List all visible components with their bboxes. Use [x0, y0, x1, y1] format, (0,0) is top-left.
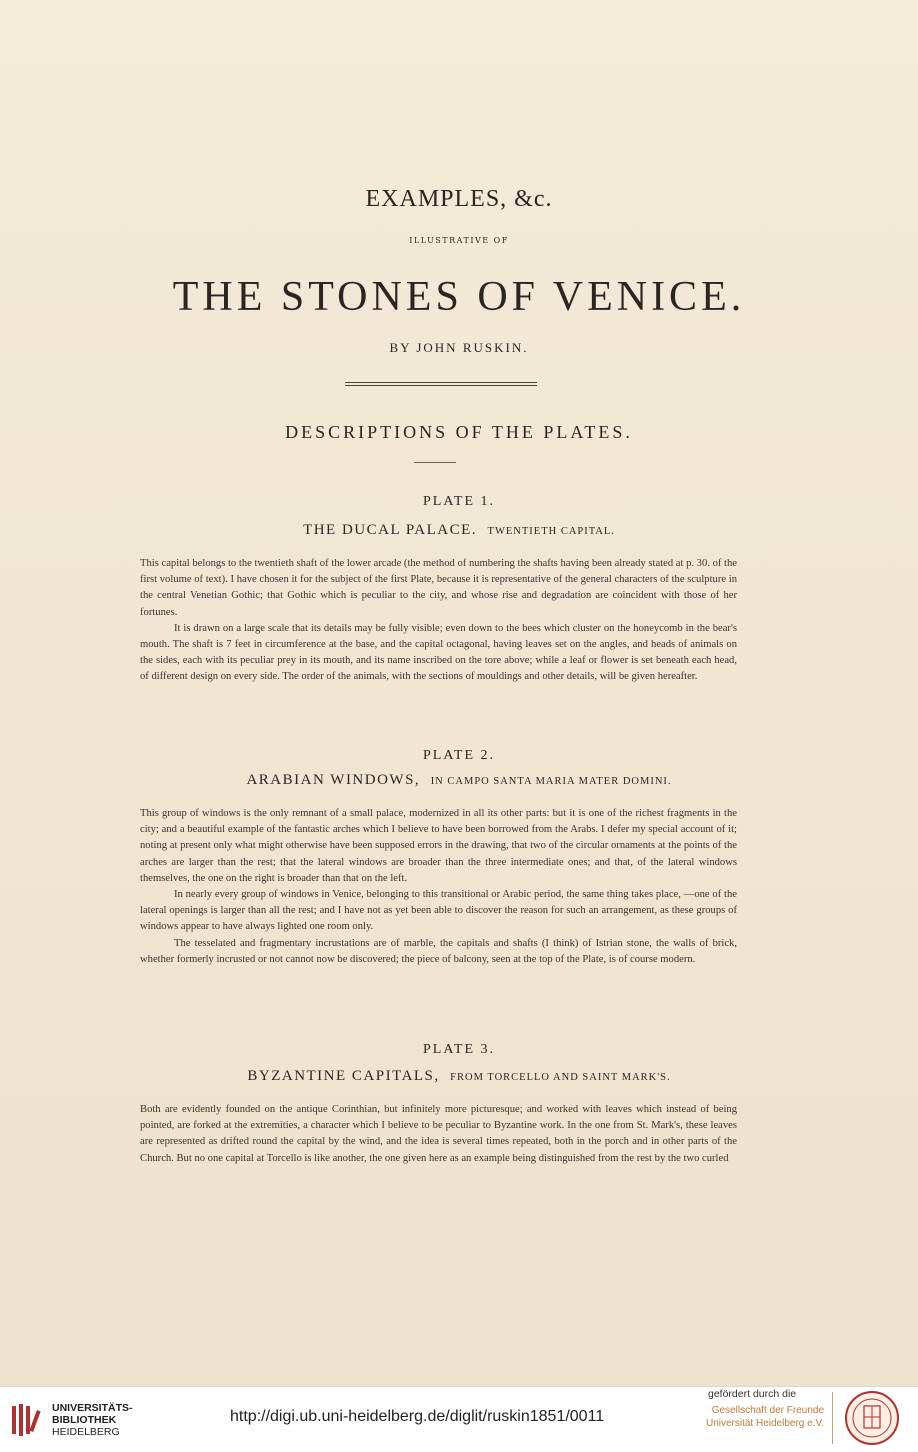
library-name-line-3: HEIDELBERG: [52, 1426, 120, 1438]
society-name-line-1: Gesellschaft der Freunde: [711, 1405, 824, 1416]
plate-2-subtitle: [0, 772, 918, 789]
plate-3-paragraph-1: Both are evidently founded on the antique Corinthian, but infinitely more picturesque; and worked with leaves which instead of being pointed, are forked at the extremities, a character which I believe to be peculiar to Byzantine work. In the one from St. Mark's, these leaves are represented as drifted round the capital by the wind, and the idea is several times repeated, both in the porch and in other parts of the Church. But no one capital at Torcello is like another, the one given here as an example being distinguished from the rest by the two curled: [140, 1104, 737, 1164]
library-name: [52, 1402, 133, 1438]
funded-by-label: gefördert durch die: [708, 1388, 797, 1400]
illustrative-of-label: ILLUSTRATIVE OF: [409, 236, 509, 245]
plate-1-heading: PLATE 1.: [423, 494, 495, 509]
society-name-line-2: Universität Heidelberg e.V.: [705, 1418, 824, 1429]
examples-heading: EXAMPLES, &c.: [365, 186, 553, 212]
short-rule-divider: [414, 462, 456, 463]
library-logo-icon: [10, 1402, 42, 1438]
plate-3-heading: PLATE 3.: [423, 1042, 495, 1057]
plate-1-subject: THE DUCAL PALACE.: [303, 522, 478, 538]
book-title: THE STONES OF VENICE.: [172, 274, 746, 320]
plate-1-description: [140, 556, 737, 686]
plate-1-paragraph-1: This capital belongs to the twentieth shaft of the lower arcade (the method of numbering the shafts having been already stated at p. 30. of the first volume of text). I have chosen it for the subject of the first Plate, because it is representative of the general characters of the sculpture in the central Venetian Gothic; that Gothic which is peculiar to the city, and whose rise and degradation are coincident with those of her fortunes.: [140, 558, 737, 618]
footer-divider: [832, 1392, 833, 1444]
university-seal-icon: [844, 1390, 900, 1446]
plate-3-subtitle: [0, 1068, 918, 1085]
society-name: [700, 1404, 824, 1430]
plate-2-paragraph-1: This group of windows is the only remnant of a small palace, modernized in all its other parts: but it is one of the richest fragments in the city; and a beautiful example of the fantastic arches which I believe to have been borrowed from the Arabs. I defer my special account of it; noting at present only what might otherwise have been supposed errors in the drawing, that two of the circular ornaments at the points of the arches are larger than the rest; that the lateral windows are broader than the three intermediate ones; and that, of the lateral windows themselves, the one on the right is broader than that on the left.: [140, 808, 737, 884]
plate-2-description: [140, 806, 737, 968]
descriptions-heading: DESCRIPTIONS OF THE PLATES.: [285, 422, 633, 442]
author-line: BY JOHN RUSKIN.: [389, 340, 529, 355]
plate-2-subject: ARABIAN WINDOWS,: [246, 772, 421, 788]
plate-2-detail: IN CAMPO SANTA MARIA MATER DOMINI.: [430, 776, 672, 787]
plate-1-subtitle: [0, 522, 918, 539]
plate-2-paragraph-2: In nearly every group of windows in Venice, belonging to this transitional or Arabic period, the same thing takes place, —one of the lateral openings is larger than all the rest; and I have not as yet been able to discover the reason for such an arrangement, as these groups of windows appear to have always lighted one room only.: [140, 889, 737, 933]
permalink-url[interactable]: http://digi.ub.uni-heidelberg.de/diglit/ruskin1851/0011: [230, 1408, 605, 1425]
plate-3-description: [140, 1102, 737, 1167]
library-name-line-2: BIBLIOTHEK: [52, 1414, 117, 1426]
plate-1-paragraph-2: It is drawn on a large scale that its details may be fully visible; even down to the bees which cluster on the honeycomb in the bear's mouth. The shaft is 7 feet in circumference at the base, and the capital octagonal, having leaves set on the angles, and heads of animals on the sides, each with its peculiar prey in its mouth, and its name inscribed on the tore above; while a leaf or flower is set beneath each head, of different design on every side. The order of the animals, with the sections of mouldings and other details, will be given hereafter.: [140, 622, 737, 683]
plate-2-heading: PLATE 2.: [423, 748, 495, 763]
plate-3-detail: FROM TORCELLO AND SAINT MARK'S.: [450, 1072, 671, 1083]
library-name-line-1: UNIVERSITÄTS-: [52, 1402, 133, 1414]
plate-3-subject: BYZANTINE CAPITALS,: [247, 1068, 440, 1084]
plate-1-detail: TWENTIETH CAPITAL.: [487, 526, 615, 537]
plate-2-paragraph-3: The tesselated and fragmentary incrustations are of marble, the capitals and shafts (I think) of Istrian stone, the walls of brick, whether formerly incrusted or not cannot now be discovered; the piece of balcony, seen at the top of the Plate, is of course modern.: [140, 937, 737, 965]
double-rule-divider: [345, 382, 537, 383]
